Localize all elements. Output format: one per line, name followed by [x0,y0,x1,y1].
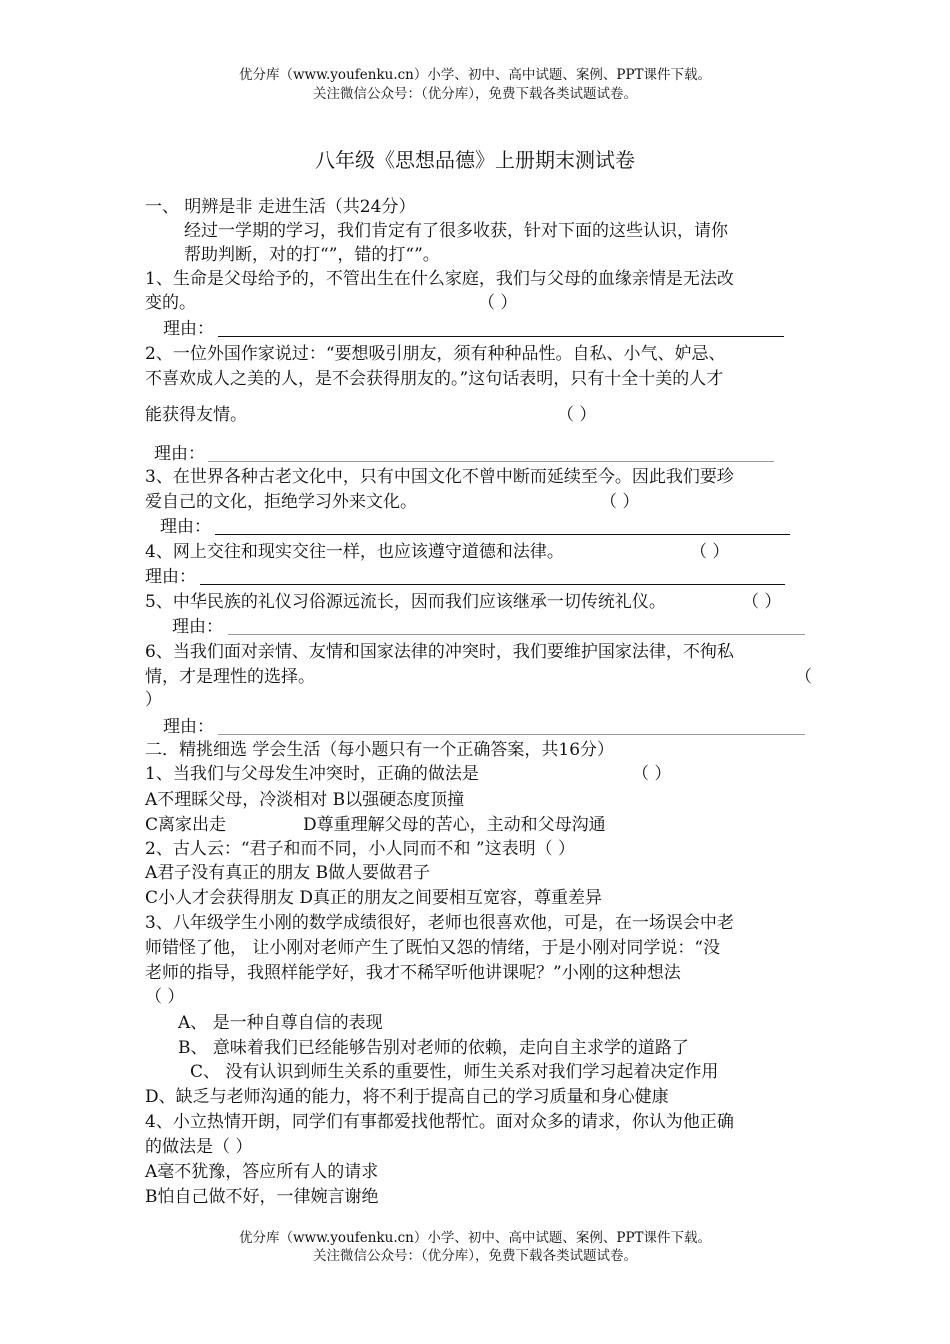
footer-line-1: 优分库（www.youfenku.cn）小学、初中、高中试题、案例、PPT课件下载。 [238,1230,712,1246]
s1-q1-line2: 变的。 [145,293,196,313]
s2-q1-options-ab: A不理睬父母，冷淡相对 B以强硬态度顶撞 [145,790,465,810]
s1-q5-reason-line[interactable] [228,634,805,635]
header-line-2: 关注微信公众号：（优分库），免费下载各类试题试卷。 [313,86,637,102]
s2-q1: 1、当我们与父母发生冲突时，正确的做法是 [145,764,479,784]
section1-intro-1: 经过一学期的学习，我们肯定有了很多收获，针对下面的这些认识，请你 [184,221,728,241]
section2-heading: 二．精挑细选 学会生活（每小题只有一个正确答案，共16分） [145,740,615,760]
footer-line-2: 关注微信公众号：（优分库），免费下载各类试题试卷。 [313,1248,637,1264]
s2-q4-option-b: B怕自己做不好，一律婉言谢绝 [145,1187,379,1207]
s1-q4-reason-label: 理由： [145,567,196,587]
s2-q1-answer-paren[interactable]: （ ） [632,764,672,784]
s1-q1-reason-label: 理由： [163,319,214,339]
s2-q3-line3: 老师的指导，我照样能学好，我才不稀罕听他讲课呢？”小刚的这种想法 [145,963,681,983]
s1-q5-reason-label: 理由： [172,617,223,637]
s1-q6-reason-label: 理由： [163,717,214,737]
s1-q2-line3: 能获得友情。 [145,405,247,425]
s1-q6-line2: 情，才是理性的选择。 [145,667,315,687]
section1-heading: 一、 明辨是非 走进生活（共24分） [145,197,416,217]
s2-q2: 2、古人云：“君子和而不同，小人同而不和 ”这表明（ ） [145,839,576,859]
header-line-1: 优分库（www.youfenku.cn）小学、初中、高中试题、案例、PPT课件下载。 [238,67,712,83]
s2-q2-options-cd: C小人才会获得朋友 D真正的朋友之间要相互宽容，尊重差异 [145,888,603,908]
s1-q2-answer-paren[interactable]: （ ） [557,405,597,425]
s2-q1-option-d: D尊重理解父母的苦心，主动和父母沟通 [303,815,606,835]
s2-q2-options-ab: A君子没有真正的朋友 B做人要做君子 [145,863,431,883]
s2-q3-line2: 师错怪了他， 让小刚对老师产生了既怕又怨的情绪，于是小刚对同学说：“没 [145,938,721,958]
s2-q4-line1: 4、小立热情开朗，同学们有事都爱找他帮忙。面对众多的请求，你认为他正确 [145,1112,734,1132]
s2-q3-option-c: C、 没有认识到师生关系的重要性，师生关系对我们学习起着决定作用 [190,1062,719,1082]
s1-q2-reason-label: 理由： [154,444,205,464]
s2-q3-line1: 3、八年级学生小刚的数学成绩很好，老师也很喜欢他，可是，在一场误会中老 [145,913,734,933]
s1-q2-reason-line[interactable] [208,461,774,462]
s1-q6-line1: 6、当我们面对亲情、友情和国家法律的冲突时，我们要维护国家法律，不徇私 [145,642,734,662]
s1-q3-reason-line[interactable] [215,534,790,535]
s2-q4-option-a: A毫不犹豫，答应所有人的请求 [145,1162,379,1182]
s1-q3-answer-paren[interactable]: （ ） [600,492,640,512]
section1-intro-2: 帮助判断，对的打“”，错的打“”。 [184,245,440,265]
s1-q4-line1: 4、网上交往和现实交往一样，也应该遵守道德和法律。 [145,542,564,562]
s2-q3-option-d: D、缺乏与老师沟通的能力，将不利于提高自己的学习质量和身心健康 [145,1087,669,1107]
s1-q2-line2: 不喜欢成人之美的人，是不会获得朋友的。”这句话表明，只有十全十美的人才 [145,369,724,389]
s1-q5-answer-paren[interactable]: （ ） [742,592,782,612]
s1-q6-answer-paren-close[interactable]: ） [145,690,162,710]
s2-q3-option-b: B、 意味着我们已经能够告别对老师的依赖，走向自主求学的道路了 [178,1038,689,1058]
s2-q4-line2: 的做法是（ ） [145,1137,253,1157]
s1-q3-reason-label: 理由： [160,517,211,537]
s2-q3-option-a: A、 是一种自尊自信的表现 [178,1013,383,1033]
s1-q2-line1: 2、一位外国作家说过：“要想吸引朋友，须有种种品性。自私、小气、妒忌、 [145,344,726,364]
s1-q6-answer-paren-open[interactable]: （ [795,667,812,687]
s1-q1-answer-paren[interactable]: （ ） [478,293,518,313]
s1-q1-reason-line[interactable] [218,336,784,337]
s1-q1-line1: 1、生命是父母给予的，不管出生在什么家庭，我们与父母的血缘亲情是无法改 [145,269,734,289]
s1-q5-line1: 5、中华民族的礼仪习俗源远流长，因而我们应该继承一切传统礼仪。 [145,592,666,612]
s1-q4-answer-paren[interactable]: （ ） [690,542,730,562]
s1-q3-line1: 3、在世界各种古老文化中，只有中国文化不曾中断而延续至今。因此我们要珍 [145,467,734,487]
s1-q6-reason-line[interactable] [218,734,805,735]
s2-q1-option-c: C离家出走 [145,815,227,835]
s1-q3-line2: 爱自己的文化，拒绝学习外来文化。 [145,492,417,512]
page-title: 八年级《思想品德》上册期末测试卷 [315,148,635,172]
s2-q3-answer-paren[interactable]: （ ） [145,987,185,1007]
s1-q4-reason-line[interactable] [200,584,785,585]
